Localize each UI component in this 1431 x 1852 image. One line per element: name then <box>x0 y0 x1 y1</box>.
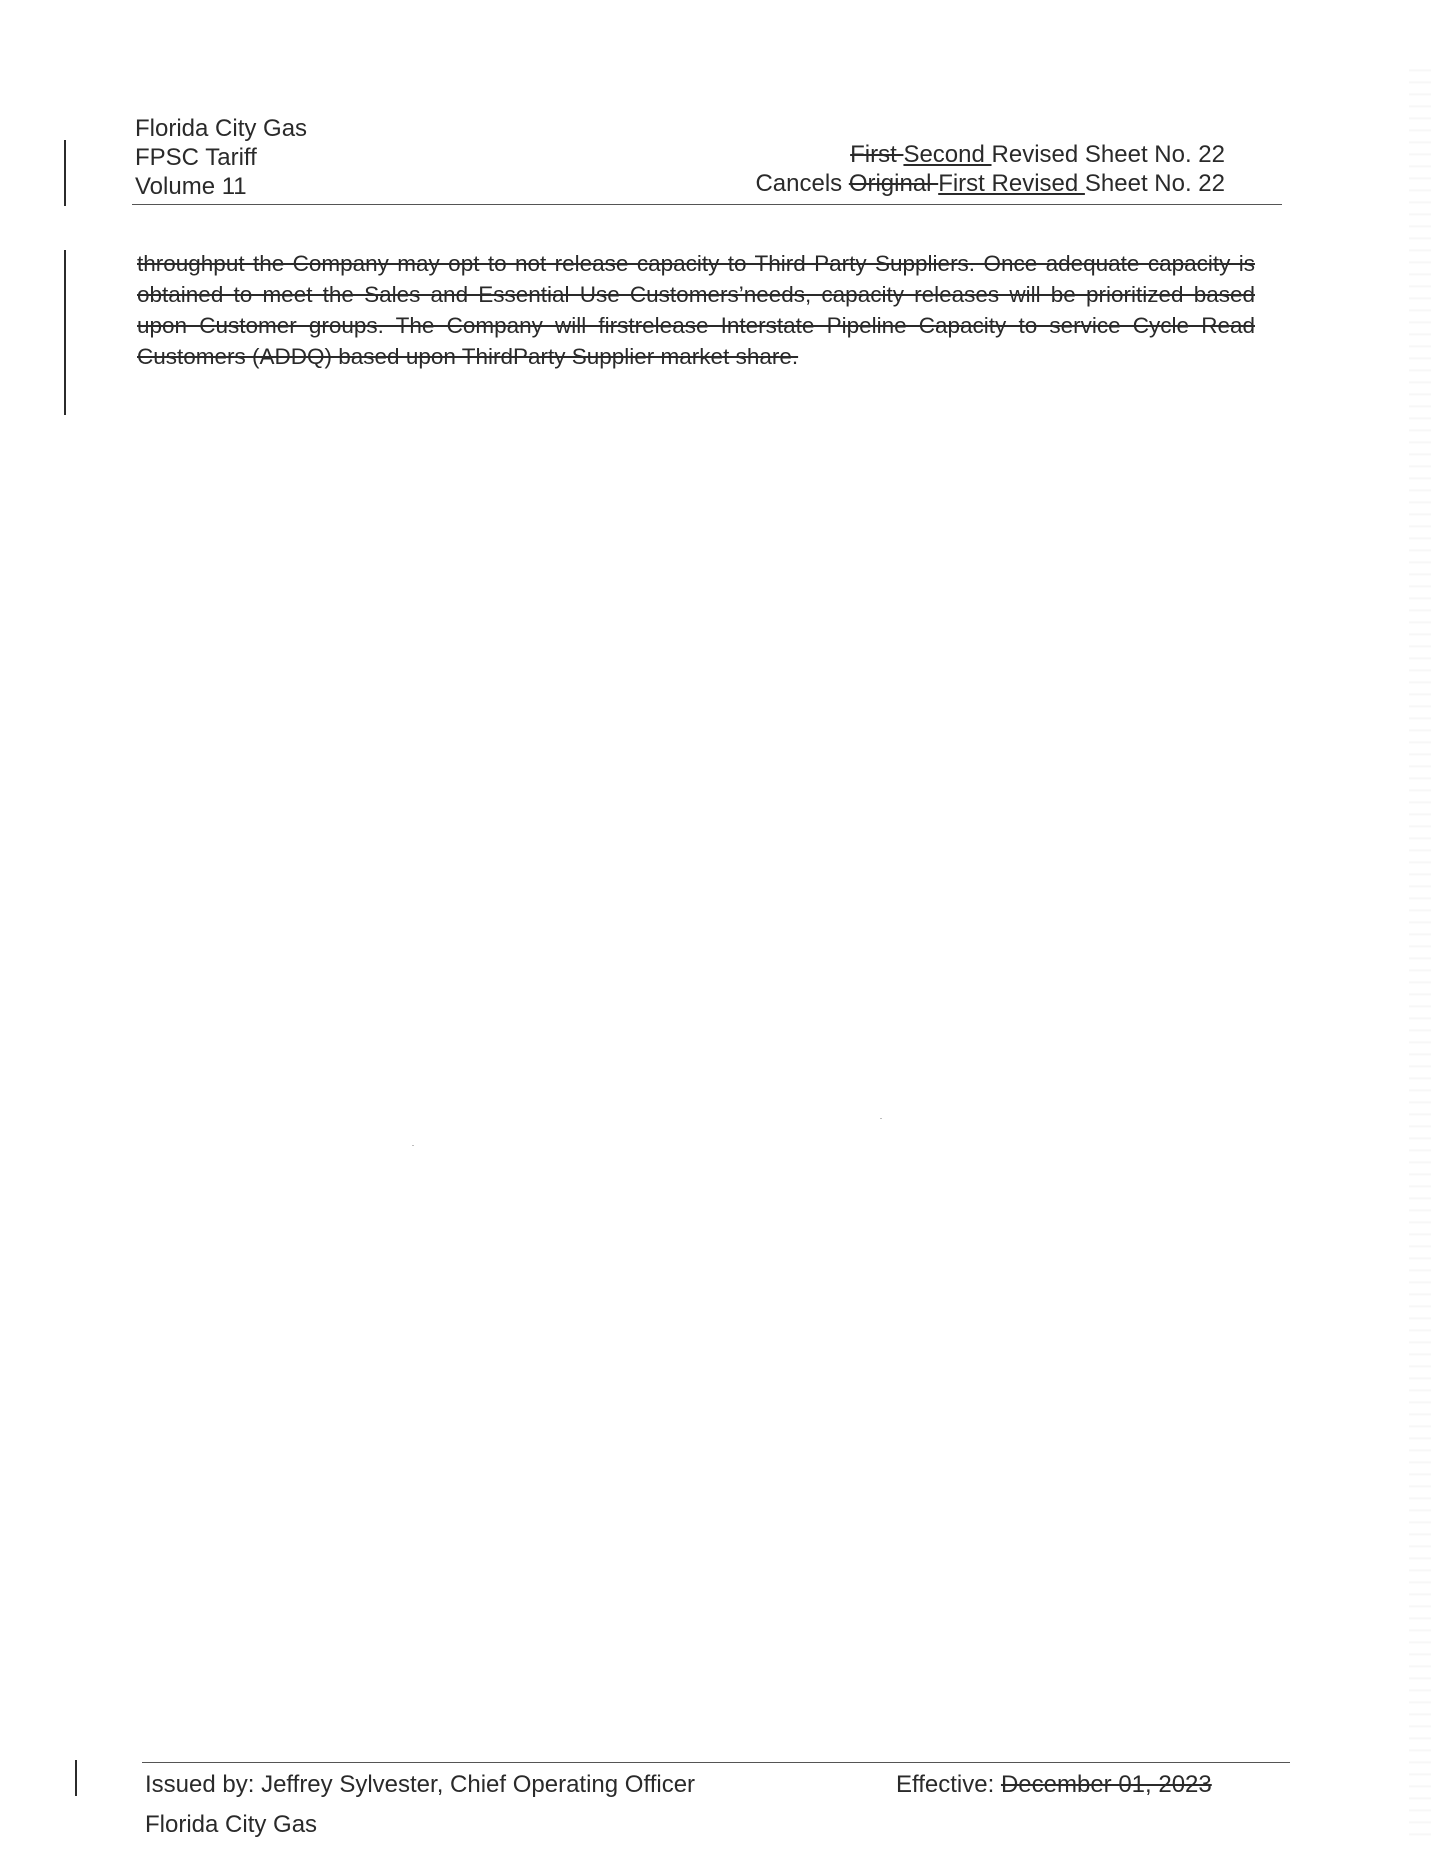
volume-number: Volume 11 <box>135 173 247 200</box>
effective-date <box>896 1765 1212 1805</box>
header-right-block <box>755 140 1225 198</box>
deleted-text: First <box>850 141 904 168</box>
header-left-block <box>135 114 307 201</box>
scan-edge-artifact <box>1409 60 1431 1840</box>
tariff-name: FPSC Tariff <box>135 144 257 171</box>
scan-speck <box>412 1145 414 1146</box>
revision-change-bar <box>64 250 66 415</box>
cancels-line <box>755 169 1225 198</box>
footer-rule <box>142 1762 1290 1763</box>
deleted-effective-date: December 01, 2023 <box>1000 1771 1212 1798</box>
sheet-number-line <box>755 140 1225 169</box>
revision-change-bar <box>64 140 66 206</box>
revision-change-bar <box>75 1760 77 1796</box>
effective-label: Effective: <box>896 1771 1001 1798</box>
company-name: Florida City Gas <box>135 115 308 142</box>
footer-left-block <box>145 1765 695 1845</box>
issued-by: Issued by: Jeffrey Sylvester, Chief Operating Officer <box>145 1771 696 1798</box>
deleted-text: Original <box>848 170 939 197</box>
deleted-paragraph: throughput the Company may opt to not release capacity to Third Party Suppliers. Once adequate capacity is obtained to meet the Sales and Essential Use Customers’needs, capacity releases will be prioritized based upon Customer groups. The Company will firstrelease Interstate Pipeline Capacity to service Cycle Read Customers (ADDQ) based upon ThirdParty Supplier market share. <box>137 251 1255 369</box>
sheet-label: Revised Sheet No. 22 <box>991 141 1225 168</box>
cancels-prefix: Cancels <box>755 170 849 197</box>
inserted-text: First Revised <box>938 170 1085 197</box>
scan-speck <box>880 1118 882 1119</box>
inserted-text: Second <box>903 141 992 168</box>
footer-company: Florida City Gas <box>145 1811 318 1838</box>
sheet-label: Sheet No. 22 <box>1084 170 1225 197</box>
header-rule <box>132 204 1282 205</box>
